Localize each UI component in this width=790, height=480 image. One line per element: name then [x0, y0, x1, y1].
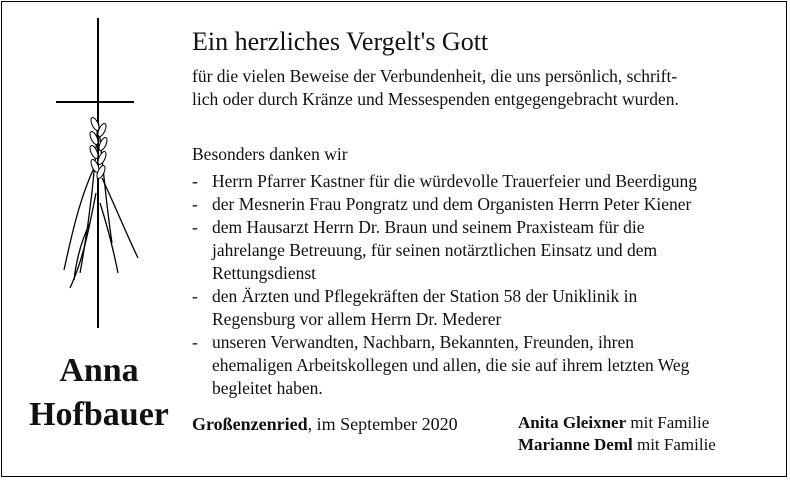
list-dash: - [192, 171, 198, 191]
list-dash: - [192, 217, 198, 237]
thanks-item-line: Herrn Pfarrer Kastner für die würdevolle Trauerfeier und Beerdigung [212, 171, 697, 191]
signer-suffix: mit Familie [626, 413, 710, 432]
thanks-item [192, 331, 772, 400]
signer-suffix: mit Familie [632, 435, 716, 454]
list-dash: - [192, 332, 198, 352]
intro-paragraph [192, 65, 767, 111]
intro-line: für die vielen Beweise der Verbundenheit, die uns persönlich, schrift- [192, 66, 678, 86]
thanks-intro: Besonders danken wir [192, 144, 348, 164]
thanks-list [192, 170, 772, 400]
date-text: , im September 2020 [307, 414, 458, 434]
thanks-item-line: unseren Verwandten, Nachbarn, Bekannten, Freunden, ihren [212, 332, 634, 352]
signer-name: Marianne Deml [518, 435, 633, 454]
thanks-heading: Ein herzliches Vergelt's Gott [192, 27, 489, 56]
thanks-item [192, 193, 772, 216]
signer [518, 434, 716, 456]
place-date [192, 412, 458, 436]
deceased-first-name: Anna [59, 352, 139, 389]
thanks-item-line: Regensburg vor allem Herrn Dr. Mederer [212, 309, 502, 329]
thanks-item [192, 285, 772, 331]
intro-line: lich oder durch Kränze und Messespenden entgegengebracht wurden. [192, 89, 679, 109]
thanks-item-line: den Ärzten und Pflegekräften der Station 58 der Uniklinik in [212, 286, 638, 306]
deceased-last-name: Hofbauer [29, 396, 169, 433]
thanks-item-line: ehemaligen Arbeitskollegen und allen, die sie auf ihrem letzten Weg [212, 355, 690, 375]
thanks-item [192, 216, 772, 285]
thanks-item-line: Rettungsdienst [212, 263, 317, 283]
signer [518, 412, 716, 434]
list-dash: - [192, 194, 198, 214]
thanks-item-line: dem Hausarzt Herrn Dr. Braun und seinem Praxisteam für die [212, 217, 645, 237]
list-dash: - [192, 286, 198, 306]
cross-with-wheat-icon [50, 18, 146, 330]
thanks-item-line: der Mesnerin Frau Pongratz und dem Organisten Herrn Peter Kiener [212, 194, 692, 214]
thanks-item [192, 170, 772, 193]
thanks-item-line: begleitet haben. [212, 378, 323, 398]
thanks-item-line: jahrelange Betreuung, für seinen notärztlichen Einsatz und dem [212, 240, 658, 260]
signer-name: Anita Gleixner [518, 413, 627, 432]
place-name: Großenzenried [192, 414, 308, 434]
signers [518, 412, 716, 456]
